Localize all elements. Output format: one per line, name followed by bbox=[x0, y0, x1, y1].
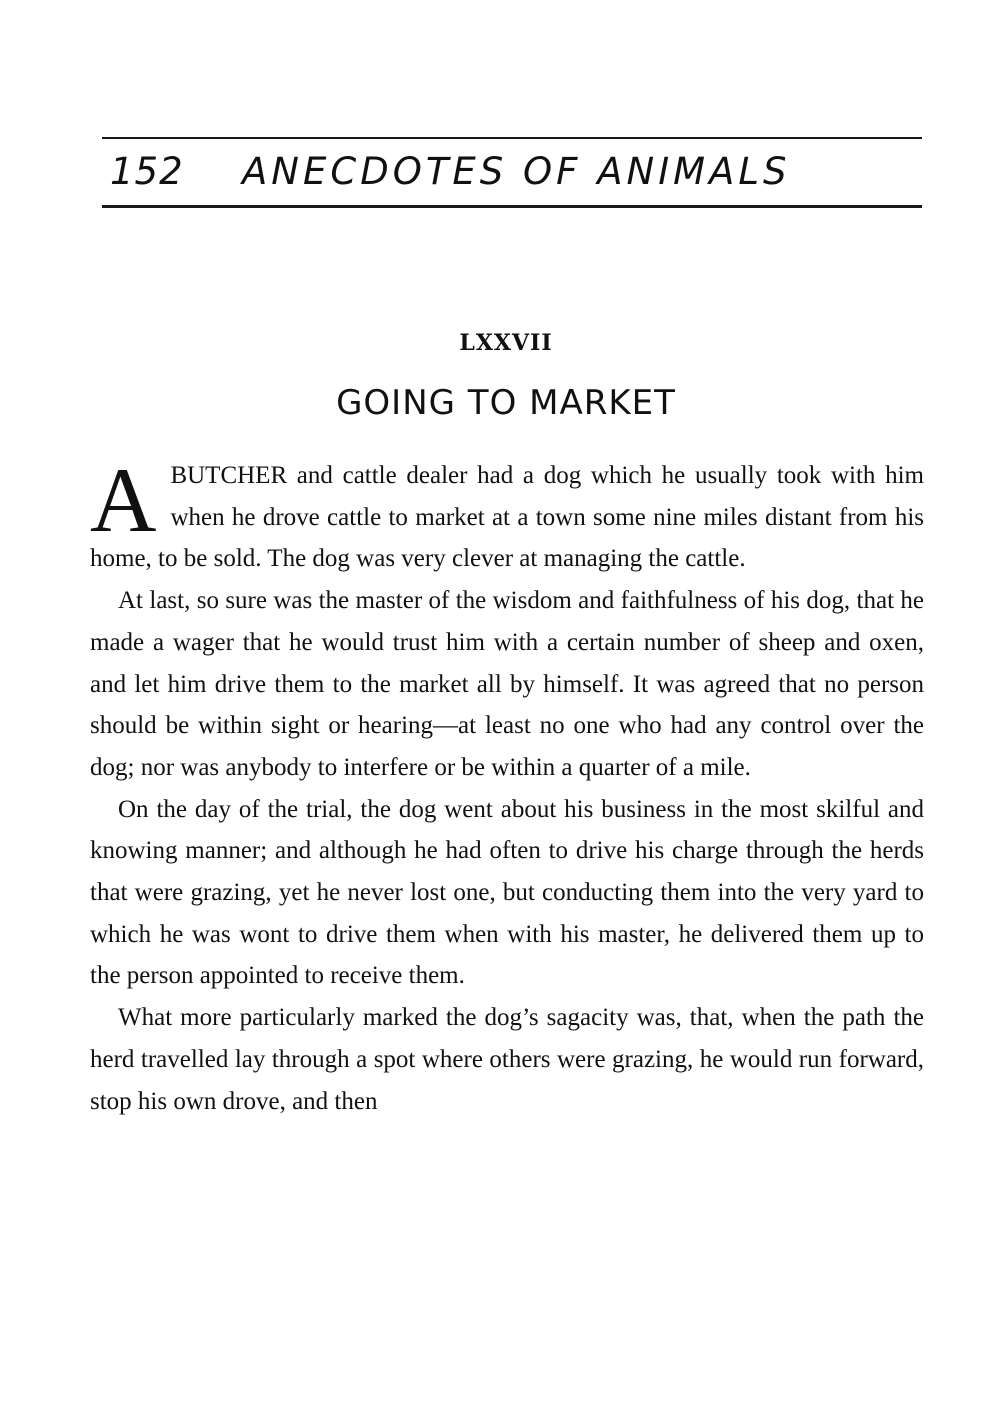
header-rule-top bbox=[102, 137, 922, 139]
running-head bbox=[110, 150, 910, 200]
drop-cap: A bbox=[90, 449, 157, 551]
paragraph-1-text: BUTCHER and cattle dealer had a dog which he usually took with him when he drove cattle to market at a town some nine miles distant from his home, to be sold. The dog was very clever at managing the cattle. bbox=[90, 462, 924, 573]
running-title: ANECDOTES OF ANIMALS bbox=[242, 150, 791, 193]
paragraph-1 bbox=[90, 449, 924, 580]
header-rule-bottom bbox=[102, 205, 922, 208]
body-text bbox=[90, 449, 924, 1122]
chapter-title: GOING TO MARKET bbox=[336, 383, 676, 423]
paragraph-2: At last, so sure was the master of the wisdom and faithfulness of his dog, that he made a wager that he would trust him with a certain number of sheep and oxen, and let him drive them to the market all by himself. It was agreed that no person should be within sight or hearing—at least no one who had any control over the dog; nor was anybody to interfere or be within a quarter of a mile. bbox=[90, 587, 924, 781]
page-number: 152 bbox=[110, 150, 184, 193]
paragraph-4: What more particularly marked the dog’s sagacity was, that, when the path the herd travelled lay through a spot where others were grazing, he would run forward, stop his own drove, and then bbox=[90, 1004, 924, 1115]
chapter-number: LXXVII bbox=[459, 330, 553, 356]
paragraph-3: On the day of the trial, the dog went about his business in the most skilful and knowing manner; and although he had often to drive his charge through the herds that were grazing, yet he never lost one, but conducting them into the very yard to which he was wont to drive them when with his master, he delivered them up to the person appointed to receive them. bbox=[90, 795, 924, 990]
